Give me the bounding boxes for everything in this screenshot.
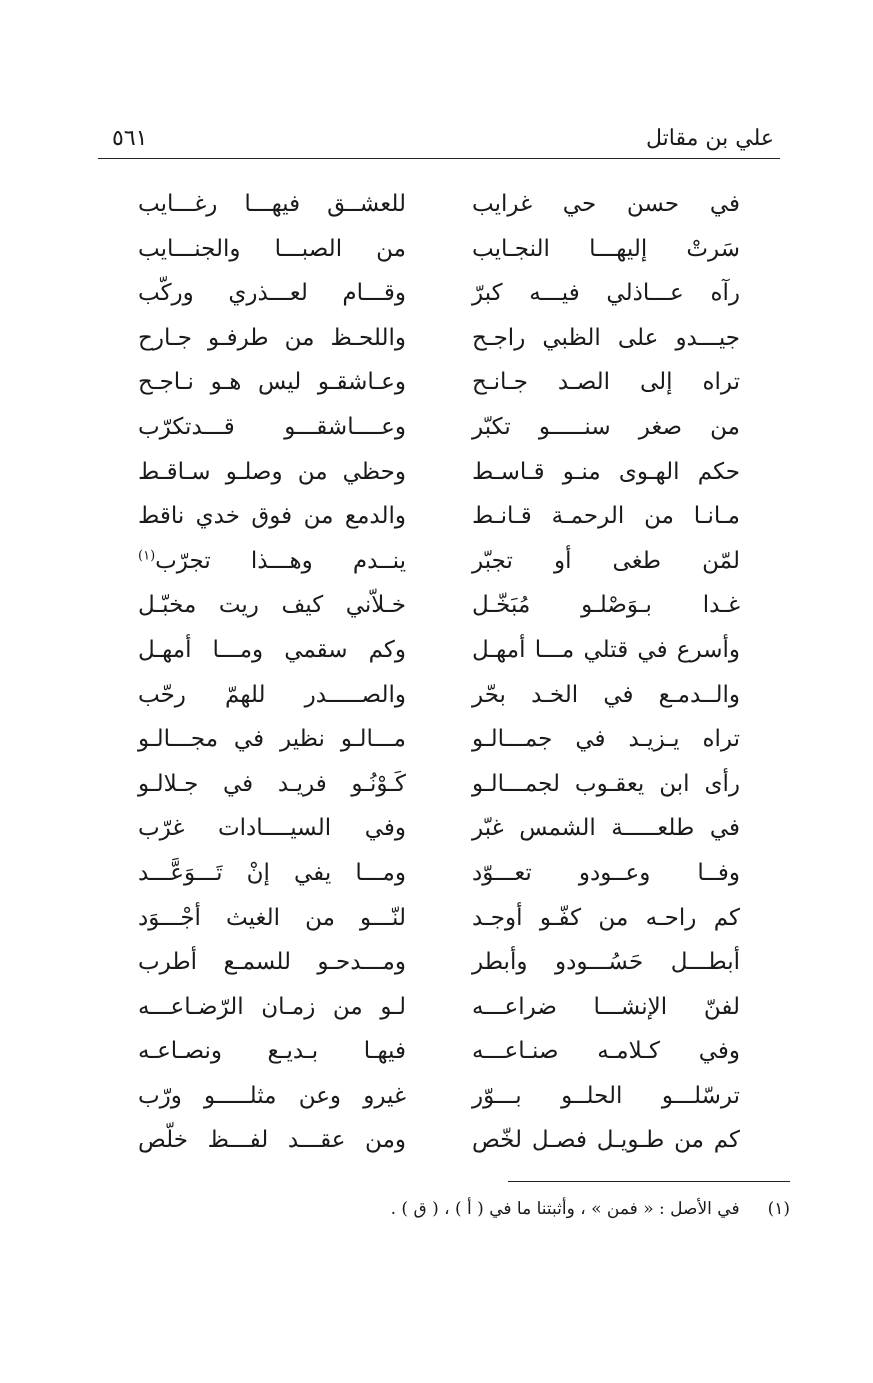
verse-second-hemistich xyxy=(138,673,406,717)
verse-first-hemistich: حكم الهـوى منـو قـاسـط xyxy=(472,458,740,485)
verse-second-hemistich-text: غيرو وعن مثلـــــو ورّب xyxy=(138,1082,406,1109)
footnote-marker: (١) xyxy=(138,548,156,564)
verse-first-hemistich: أبطـــل حَسُـــودو وأبطر xyxy=(472,949,740,976)
verse-second-hemistich xyxy=(138,1074,406,1118)
verse-line xyxy=(120,851,740,896)
verse-line xyxy=(120,628,740,673)
verse-line xyxy=(120,896,740,941)
verse-first-hemistich: ترسّلـــو الحلــو بـــوّر xyxy=(472,1082,740,1109)
verse-line xyxy=(120,450,740,495)
verse-first-hemistich: وفــا وعــودو تعـــوّد xyxy=(472,859,740,886)
verse-first-hemistich: تراه إلى الصـد جـانـح xyxy=(472,369,740,396)
running-title: علي بن مقاتل xyxy=(645,126,774,151)
verse-second-hemistich xyxy=(138,851,406,895)
verse-first-hemistich: من صغر سنـــــو تكبّر xyxy=(472,413,740,440)
verse-second-hemistich xyxy=(138,271,406,315)
verse-line xyxy=(120,316,740,361)
footnote xyxy=(370,1194,790,1224)
verse-first-hemistich: جيـــدو على الظبي راجـح xyxy=(472,324,740,351)
verse-first-hemistich: مـانـا من الرحمـة قـانـط xyxy=(472,503,740,530)
verse-line xyxy=(120,1118,740,1163)
verse-first-hemistich: لمّن طغى أو تجبّر xyxy=(472,547,740,574)
verse-second-hemistich xyxy=(138,182,406,226)
verse-second-hemistich xyxy=(138,405,406,449)
verse-second-hemistich xyxy=(138,940,406,984)
footnote-rule xyxy=(508,1181,790,1182)
header-rule xyxy=(98,158,780,159)
verse-second-hemistich-text: للعشــق فيهـــا رغـــايب xyxy=(138,191,406,217)
verse-first-hemistich: كم من طـويـل فصـل لخّص xyxy=(472,1127,740,1154)
poem xyxy=(120,182,740,1163)
verse-second-hemistich-text: ينــدم وهـــذا تجرّب xyxy=(155,547,406,574)
page-number: ٥٦١ xyxy=(112,126,148,151)
verse-second-hemistich-text: ومـــا يفي إنْ تَـــوَعَّـــد xyxy=(138,859,406,886)
verse-second-hemistich-text: والدمع من فوق خدي ناقط xyxy=(138,503,406,530)
verse-second-hemistich-text: لنّـــو من الغيث أجْـــوَد xyxy=(138,904,406,931)
footnote-number: (١) xyxy=(767,1199,790,1219)
verse-line xyxy=(120,405,740,450)
verse-second-hemistich-text: ومن عقـــد لفـــظ خلّص xyxy=(138,1127,406,1154)
verse-line xyxy=(120,806,740,851)
verse-line xyxy=(120,494,740,539)
verse-first-hemistich: رأى ابن يعقـوب لجمـــالـو xyxy=(472,770,740,797)
verse-second-hemistich-text: وفي السيــــادات غرّب xyxy=(138,815,406,842)
verse-second-hemistich xyxy=(138,316,406,360)
verse-second-hemistich-text: لـو من زمـان الرّضـاعـــه xyxy=(138,993,406,1020)
verse-second-hemistich xyxy=(138,583,406,627)
verse-first-hemistich: غـدا بـوَصْلـو مُبَخّـل xyxy=(472,592,740,619)
verse-second-hemistich xyxy=(138,762,406,806)
verse-second-hemistich xyxy=(138,1029,406,1073)
verse-second-hemistich-text: ومـــدحـو للسمـع أطرب xyxy=(138,949,406,976)
verse-line xyxy=(120,673,740,718)
verse-line xyxy=(120,227,740,272)
verse-second-hemistich xyxy=(138,450,406,494)
verse-second-hemistich xyxy=(138,1118,406,1162)
verse-line xyxy=(120,583,740,628)
verse-second-hemistich xyxy=(138,360,406,404)
verse-first-hemistich: في طلعـــــة الشمس غبّر xyxy=(472,815,740,842)
verse-first-hemistich: لفنّ الإنشـــا ضراعـــه xyxy=(472,993,740,1020)
verse-second-hemistich-text: خـلاّني كيف ريت مخبّـل xyxy=(138,592,406,619)
verse-first-hemistich: وفي كـلامـه صنـاعـــه xyxy=(472,1038,740,1065)
verse-line xyxy=(120,271,740,316)
verse-second-hemistich-text: كَـوْنُـو فريـد في جـلالـو xyxy=(138,770,406,797)
verse-second-hemistich-text: وقـــام لعـــذري وركّب xyxy=(138,280,406,307)
verse-line xyxy=(120,1029,740,1074)
verse-second-hemistich-text: وحظي من وصلـو سـاقـط xyxy=(138,458,406,485)
verse-first-hemistich: وأسرع في قتلي مـــا أمهـل xyxy=(472,636,740,663)
verse-second-hemistich-text: فيهـا بـديـع ونصـاعـه xyxy=(138,1038,406,1065)
verse-line xyxy=(120,762,740,807)
verse-line xyxy=(120,539,740,584)
verse-second-hemistich xyxy=(138,494,406,538)
verse-line xyxy=(120,1074,740,1119)
verse-second-hemistich xyxy=(138,806,406,850)
verse-second-hemistich-text: من الصبـــا والجنـــايب xyxy=(138,235,406,262)
verse-line xyxy=(120,360,740,405)
verse-first-hemistich: سَرتْ إليهـــا النجـايب xyxy=(472,235,740,262)
verse-second-hemistich xyxy=(138,628,406,672)
verse-line xyxy=(120,717,740,762)
verse-second-hemistich-text: مـــالـو نظير في مجـــالـو xyxy=(138,726,406,753)
verse-second-hemistich-text: وعــــاشقـــو قـــدتكرّب xyxy=(138,413,406,440)
verse-second-hemistich xyxy=(138,896,406,940)
verse-second-hemistich xyxy=(138,539,406,583)
verse-first-hemistich: رآه عـــاذلي فيـــه كبرّ xyxy=(472,280,740,307)
verse-second-hemistich xyxy=(138,227,406,271)
verse-second-hemistich xyxy=(138,717,406,761)
verse-first-hemistich: والــدمـع في الخـد بحّر xyxy=(472,681,740,708)
page-header xyxy=(98,126,778,162)
verse-first-hemistich: كم راحـه من كفّـو أوجـد xyxy=(472,904,740,931)
verse-second-hemistich-text: وعـاشقـو ليس هـو نـاجـح xyxy=(138,369,406,396)
verse-first-hemistich: في حسن حي غرايب xyxy=(472,191,740,217)
verse-second-hemistich-text: وكم سقمي ومـــا أمهـل xyxy=(138,636,406,663)
verse-line xyxy=(120,940,740,985)
verse-second-hemistich xyxy=(138,985,406,1029)
footnote-text: في الأصل : « فمن » ، وأثبتنا ما في ( أ ) ، ( ق ) . xyxy=(390,1199,740,1219)
verse-line xyxy=(120,182,740,227)
verse-second-hemistich-text: والصـــــدر للهمّ رحّب xyxy=(138,681,406,708)
verse-line xyxy=(120,985,740,1030)
verse-first-hemistich: تراه يـزيـد في جمـــالـو xyxy=(472,726,740,753)
verse-second-hemistich-text: واللحـظ من طرفـو جـارح xyxy=(138,324,406,351)
